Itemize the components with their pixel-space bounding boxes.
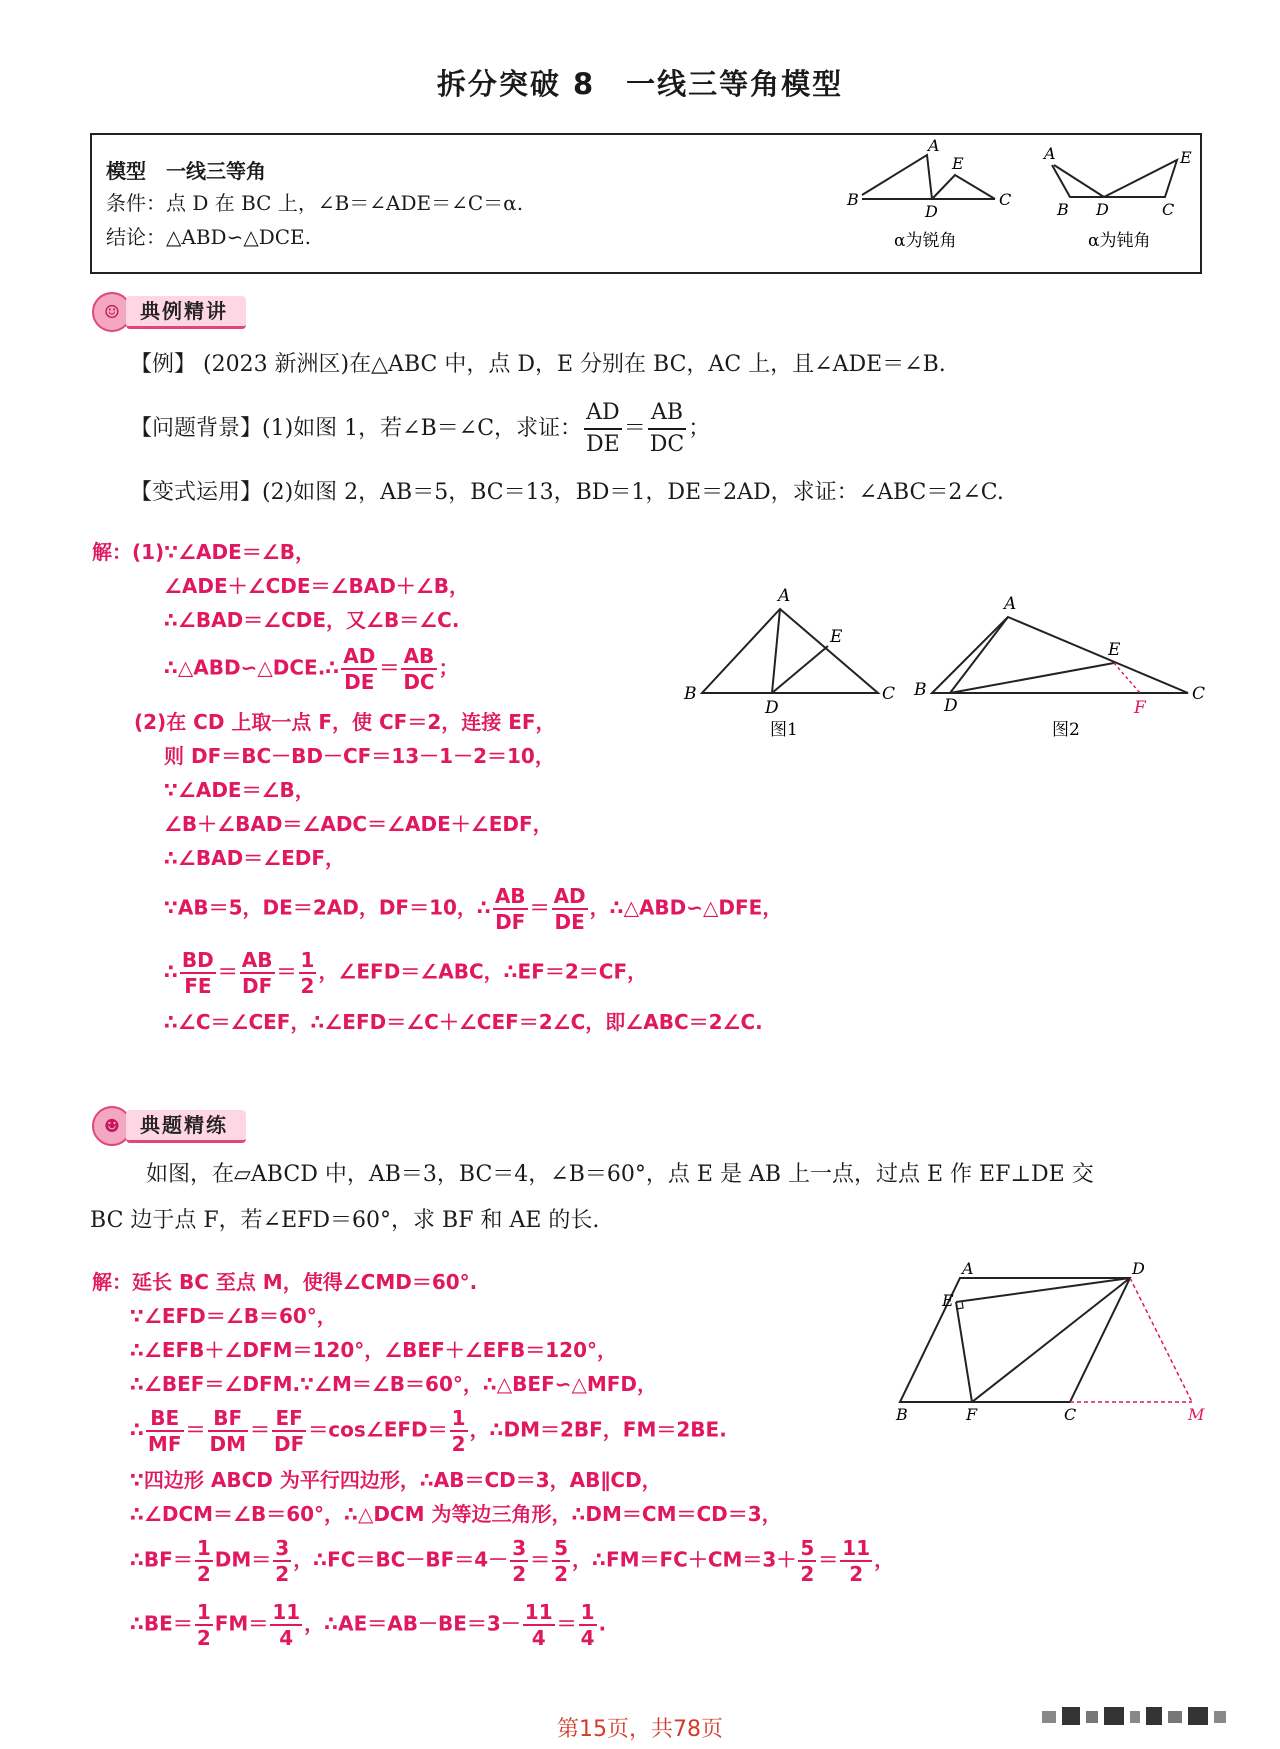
model-conclusion: 结论：△ABD∽△DCE. — [106, 225, 311, 249]
fig-obtuse-label-c: C — [1162, 200, 1175, 219]
sol2-line: 解：延长 BC 至点 M，使得∠CMD＝60°. — [92, 1270, 478, 1294]
fig3-label-d: D — [1132, 1262, 1145, 1278]
sol2-line: ∵∠EFD＝∠B＝60°， — [130, 1304, 337, 1328]
variation-application: 【变式运用】(2)如图 2，AB＝5，BC＝13，BD＝1，DE＝2AD，求证：∠ABC＝2∠C. — [130, 480, 1004, 505]
fig-obtuse-label-b: B — [1057, 200, 1069, 219]
fig1-label-a: A — [778, 586, 791, 606]
fig3-label-m: M — [1188, 1405, 1205, 1424]
page-counter: 第15页，共78页 — [557, 1717, 723, 1742]
figures-1-2 — [670, 575, 1230, 745]
fig1-caption: 图1 — [770, 720, 798, 740]
sol2-line: ∴∠BEF＝∠DFM.∵∠M＝∠B＝60°，∴△BEF∽△MFD， — [130, 1372, 658, 1396]
fig-acute-label-c: C — [999, 190, 1012, 209]
sol1-line: (2)在 CD 上取一点 F，使 CF＝2，连接 EF， — [134, 710, 556, 734]
sol2-line: ∵四边形 ABCD 为平行四边形，∴AB＝CD＝3，AB∥CD， — [130, 1468, 662, 1492]
sol1-line: ∴∠C＝∠CEF，∴∠EFD＝∠C＋∠CEF＝2∠C，即∠ABC＝2∠C. — [164, 1010, 763, 1034]
fig2-label-a: A — [1004, 594, 1017, 614]
sol1-line: ∴∠BAD＝∠CDE，又∠B＝∠C. — [164, 608, 460, 632]
practice-question-line2: BC 边于点 F，若∠EFD＝60°，求 BF 和 AE 的长. — [90, 1208, 600, 1233]
sol2-line: ∴∠EFB＋∠DFM＝120°，∠BEF＋∠EFB＝120°， — [130, 1338, 618, 1362]
girl-mascot-icon: ☺ — [92, 292, 132, 332]
fig3-label-b: B — [896, 1405, 908, 1424]
section-badge-label: 典例精讲 — [126, 296, 246, 329]
boy-mascot-icon: ☻ — [92, 1106, 132, 1146]
sol1-line: ∵∠ADE＝∠B， — [164, 778, 315, 802]
fig-acute-label-a: A — [928, 136, 940, 155]
example-statement: 【例】 (2023 新洲区)在△ABC 中，点 D，E 分别在 BC，AC 上，且∠ADE＝∠B. — [130, 352, 946, 377]
fig-obtuse-label-d: D — [1096, 200, 1109, 219]
sol2-line: ∴BE＝ $\frac{1}{2}$ FM＝ $\frac{11}{4}$ ，∴AE＝AB－BE＝3－ $\frac{11}{4}$ ＝ $\frac{1}{4}$ . — [130, 1600, 607, 1650]
model-condition: 条件：点 D 在 BC 上，∠B＝∠ADE＝∠C＝α. — [106, 191, 524, 215]
fig3-label-c: C — [1064, 1405, 1077, 1424]
sol2-line: ∴ $\frac{BE}{MF}$ ＝ $\frac{BF}{DM}$ ＝ $\frac{EF}{DF}$ ＝cos∠EFD＝ $\frac{1}{2}$ ，∴DM＝2BF，FM＝2BE. — [130, 1406, 727, 1456]
fig2-caption: 图2 — [1052, 720, 1080, 740]
sol1-line: 解：(1)∵∠ADE＝∠B， — [92, 540, 315, 564]
figure-parallelogram — [890, 1262, 1230, 1432]
fig2-label-c: C — [1192, 684, 1206, 704]
fig3-label-f: F — [966, 1405, 978, 1424]
section-badge-practice — [92, 1108, 246, 1144]
practice-question-line1: 如图，在▱ABCD 中，AB＝3，BC＝4，∠B＝60°，点 E 是 AB 上一点，过点 E 作 EF⊥DE 交 — [146, 1162, 1094, 1187]
fig-obtuse-label-e: E — [1180, 148, 1192, 167]
fig-acute-label-e: E — [952, 154, 964, 173]
fig2-label-d: D — [944, 696, 958, 716]
sol1-line: ∴∠BAD＝∠EDF， — [164, 846, 346, 870]
fig2-label-f: F — [1134, 698, 1146, 718]
fig1-label-e: E — [830, 627, 843, 647]
sol1-line: ∠ADE＋∠CDE＝∠BAD＋∠B， — [164, 574, 469, 598]
sol1-line: ∵AB＝5，DE＝2AD，DF＝10，∴ $\frac{AB}{DF}$ ＝ $\frac{AD}{DE}$ ，∴△ABD∽△DFE， — [164, 884, 783, 934]
figure-1 — [683, 586, 895, 740]
fig1-label-d: D — [765, 698, 779, 718]
section-badge-examples — [92, 294, 246, 330]
sol2-line: ∴∠DCM＝∠B＝60°，∴△DCM 为等边三角形，∴DM＝CM＝CD＝3， — [130, 1502, 782, 1526]
sol1-line: ∴△ABD∽△DCE.∴ $\frac{AD}{DE}$ ＝ $\frac{AB}{DC}$ ； — [164, 644, 459, 694]
fig2-label-e: E — [1108, 640, 1121, 660]
figure-2 — [913, 594, 1205, 740]
fig-obtuse-caption: α为钝角 — [1088, 231, 1151, 251]
page-title: 拆分突破 8 一线三等角模型 — [436, 67, 844, 101]
sol1-line: ∴ $\frac{BD}{FE}$ ＝ $\frac{AB}{DF}$ ＝ $\frac{1}{2}$ ，∠EFD＝∠ABC，∴EF＝2＝CF， — [164, 948, 648, 998]
problem-background: 【问题背景】(1)如图 1，若∠B＝∠C，求证： $\frac{AD}{DE}$ ＝ $\frac{AB}{DC}$ ； — [130, 400, 711, 457]
fig1-label-b: B — [684, 684, 697, 704]
scan-artifact-icon — [1042, 1705, 1232, 1727]
fig3-label-a: A — [962, 1262, 974, 1278]
fig-acute-label-d: D — [925, 202, 938, 221]
fig3-label-e: E — [942, 1291, 954, 1310]
sol1-line: 则 DF＝BC－BD－CF＝13－1－2＝10， — [164, 744, 555, 768]
fig-acute-label-b: B — [847, 190, 859, 209]
model-figures — [832, 135, 1202, 273]
section-badge-label: 典题精练 — [126, 1110, 246, 1143]
fig-obtuse-label-a: A — [1044, 144, 1056, 163]
sol1-line: ∠B＋∠BAD＝∠ADC＝∠ADE＋∠EDF， — [164, 812, 553, 836]
fig1-label-c: C — [882, 684, 896, 704]
model-name: 模型 一线三等角 — [106, 159, 266, 183]
figure-acute-angle — [846, 136, 1011, 251]
figure-obtuse-angle — [1042, 144, 1192, 251]
model-box — [90, 133, 1202, 274]
fig2-label-b: B — [914, 680, 927, 700]
fig-acute-caption: α为锐角 — [894, 231, 957, 251]
sol2-line: ∴BF＝ $\frac{1}{2}$ DM＝ $\frac{3}{2}$ ，∴FC＝BC－BF＝4－ $\frac{3}{2}$ ＝ $\frac{5}{2}$ ，∴FM＝FC＋CM＝3＋ $\frac{5}{2}$ ＝ $\frac{11}{2}$ ， — [130, 1536, 895, 1586]
